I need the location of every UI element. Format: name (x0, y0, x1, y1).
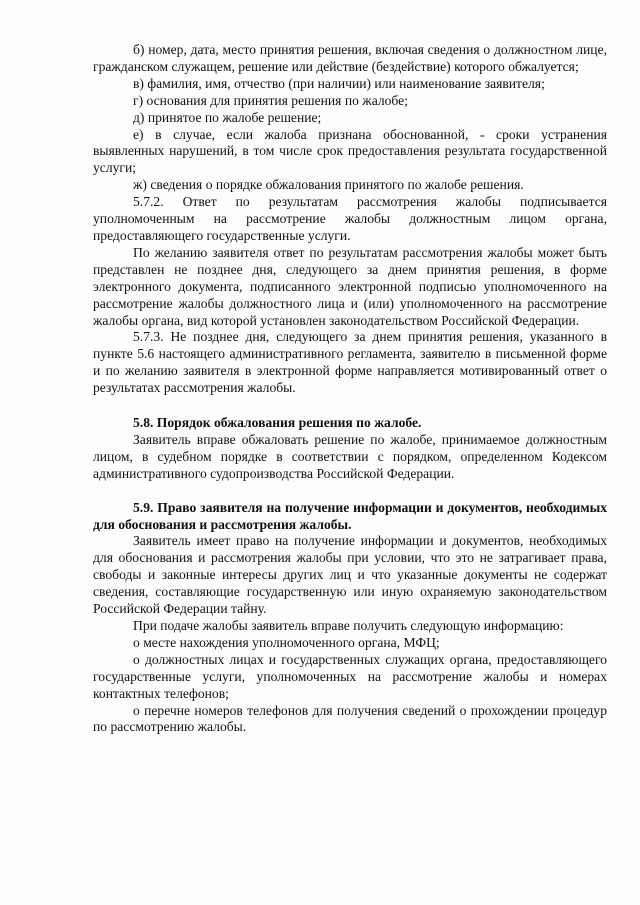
paragraph-item-v: в) фамилия, имя, отчество (при наличии) или наименование заявителя; (133, 75, 545, 91)
paragraph-item-d: д) принятое по жалобе решение; (133, 109, 322, 125)
paragraph-item-zh: ж) сведения о порядке обжалования принятого по жалобе решения. (133, 177, 524, 193)
paragraph-5-7-3: 5.7.3. Не позднее дня, следующего за днем принятия решения, указанного в пункте 5.6 настоящего административного регламента, заявителю в письменной форме и по желанию заявителя в электронной форме направляется мотивированный ответ о результатах рассмотрения жалобы. (93, 329, 607, 396)
section-gap (93, 483, 607, 500)
paragraph-5-7-2: 5.7.2. Ответ по результатам рассмотрения жалобы подписывается уполномоченным на рассмотрение жалобы должностным лицом органа, предоставляющего государственные услуги. (93, 194, 607, 243)
paragraph-info-officials: о должностных лицах и государственных служащих органа, предоставляющего государственные услуги, уполномоченных на рассмотрение жалобы и номерах контактных телефонов; (93, 651, 607, 701)
paragraph-electronic-response: По желанию заявителя ответ по результатам рассмотрения жалобы может быть представлен не позднее дня, следующего за днем принятия решения, в форме электронного документа, подписанного электронной подписью уполномоченного на рассмотрение жалобы должностного лица и (или) уполномоченного на рассмотрение жалобы органа, вид которой установлен законодательством Российской Федерации. (93, 244, 607, 328)
paragraph-item-b: б) номер, дата, место принятия решения, включая сведения о должностном лице, гражданском служащем, решение или действие (бездействие) которого обжалуется; (93, 42, 607, 74)
document-body (93, 42, 607, 736)
paragraph-info-location: о месте нахождения уполномоченного органа, МФЦ; (133, 634, 440, 650)
paragraph-5-8-body: Заявитель вправе обжаловать решение по жалобе, принимаемое должностным лицом, в судебном порядке в соответствии с порядком, определенном Кодексом административного судопроизводства Российской Федерации. (93, 431, 607, 481)
paragraph-item-e: е) в случае, если жалоба признана обоснованной, - сроки устранения выявленных нарушений, в том числе срок предоставления результата государственной услуги; (93, 126, 607, 176)
section-heading-5-9: 5.9. Право заявителя на получение информации и документов, необходимых для обоснования и рассмотрения жалобы. (93, 499, 607, 532)
section-gap (93, 397, 607, 415)
paragraph-5-9-body: Заявитель имеет право на получение информации и документов, необходимых для обоснования и рассмотрения жалобы при условии, что это не затрагивает права, свободы и законные интересы других лиц и что указанные документы не содержат сведения, составляющие государственную или иную охраняемую законодательством Российской Федерации тайну. (93, 533, 607, 617)
paragraph-item-g: г) основания для принятия решения по жалобе; (133, 92, 408, 108)
paragraph-info-phones: о перечне номеров телефонов для получения сведений о прохождении процедур по рассмотрению жалобы. (93, 702, 607, 735)
paragraph-info-intro: При подаче жалобы заявитель вправе получить следующую информацию: (133, 618, 564, 633)
section-heading-5-8: 5.8. Порядок обжалования решения по жалобе. (133, 415, 422, 431)
